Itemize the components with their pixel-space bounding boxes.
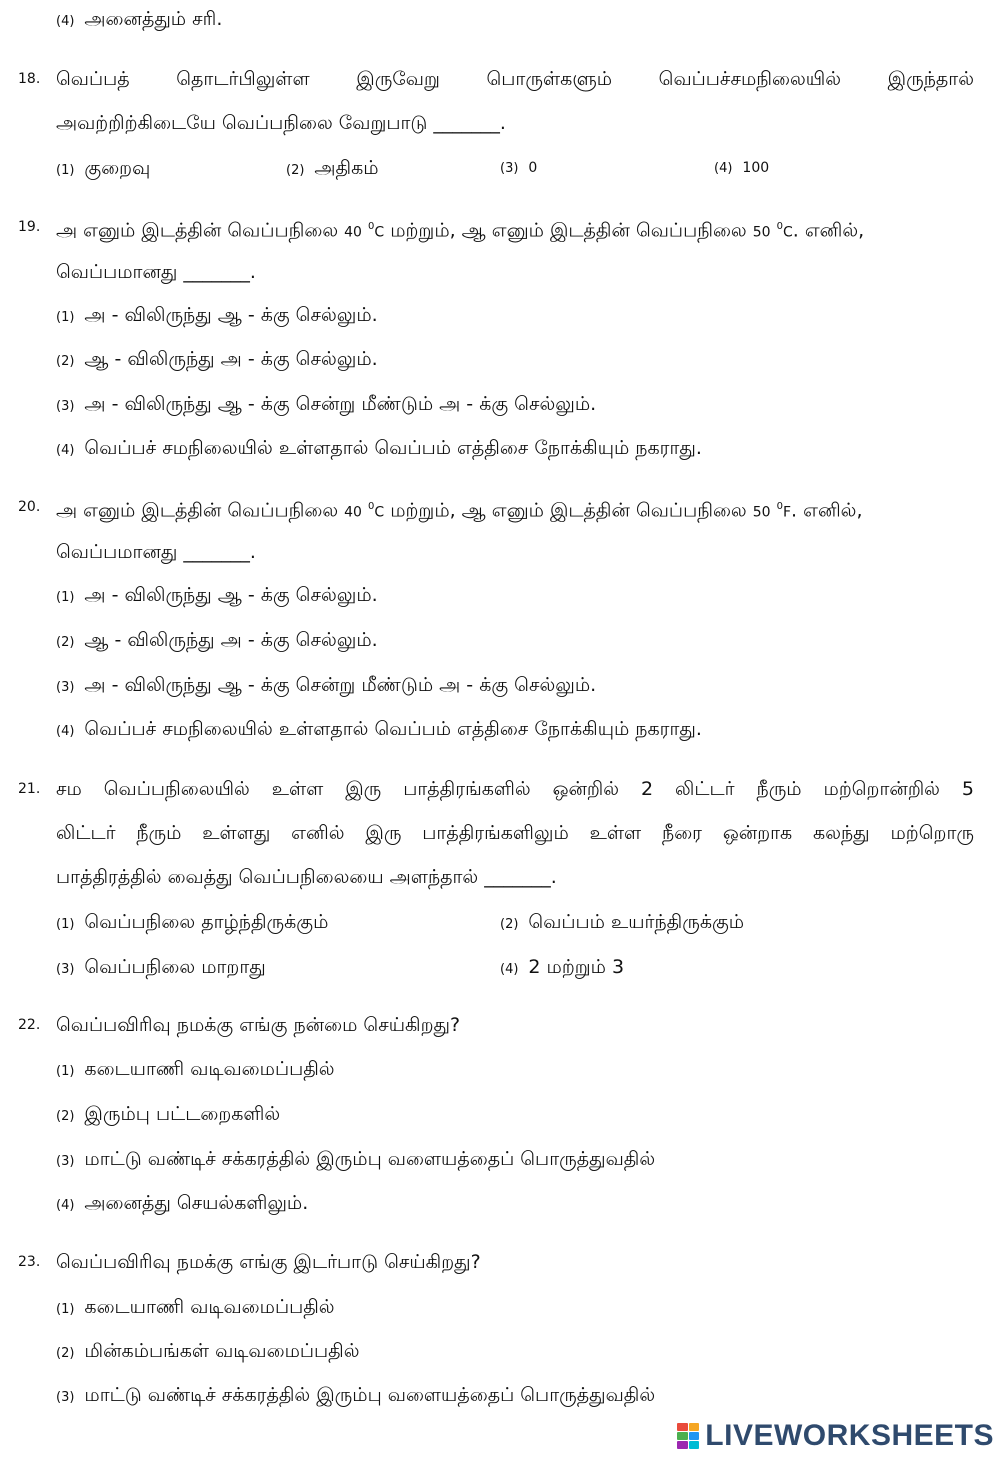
option-label: (4)	[56, 14, 75, 29]
q21-text-line3: பாத்திரத்தில் வைத்து வெப்பநிலையை அளந்தால் _______.	[56, 866, 557, 888]
option-text: மாட்டு வண்டிச் சக்கரத்தில் இரும்பு வளையத்தைப் பொருத்துவதில்	[84, 1148, 656, 1170]
logo-mark-cell	[689, 1432, 700, 1440]
option-text: குறைவு	[84, 157, 151, 179]
option-label: (3)	[56, 1390, 75, 1405]
degree-mark: 0	[776, 221, 783, 232]
option-text: அதிகம்	[314, 157, 379, 179]
q22-option-3	[56, 1146, 655, 1175]
liveworksheets-logo-icon	[677, 1423, 699, 1449]
temperature-unit: C	[782, 224, 793, 241]
q20-text-part: . எனில்,	[791, 499, 863, 522]
option-label: (1)	[56, 1302, 75, 1317]
q21-option-2	[500, 909, 744, 938]
option-label: (1)	[56, 163, 75, 178]
q19-option-2	[56, 346, 378, 375]
option-label: (2)	[56, 1109, 75, 1124]
option-text: வெப்பநிலை தாழ்ந்திருக்கும்	[84, 911, 329, 933]
option-text: 100	[742, 160, 770, 176]
q19-text-part: மற்றும், ஆ எனும் இடத்தின் வெப்பநிலை	[384, 219, 753, 242]
q17-option-4	[56, 6, 222, 35]
option-label: (3)	[56, 962, 75, 977]
q18-option-2	[286, 155, 379, 184]
logo-mark-cell	[689, 1423, 700, 1431]
option-label: (4)	[56, 1198, 75, 1213]
q21-number: 21.	[18, 781, 41, 797]
q21-text-line2: லிட்டர் நீரும் உள்ளது எனில் இரு பாத்திரங்களிலும் உள்ள நீரை ஒன்றாக கலந்து மற்றொரு	[56, 822, 974, 844]
option-label: (4)	[500, 962, 519, 977]
q19-text-line2: வெப்பமானது _______.	[56, 261, 256, 283]
temperature-unit: F	[782, 504, 792, 521]
temperature-value: 40	[344, 504, 362, 521]
logo-text: LIVEWORKSHEETS	[705, 1419, 994, 1452]
option-text: கடையாணி வடிவமைப்பதில்	[84, 1296, 335, 1318]
option-text: வெப்பச் சமநிலையில் உள்ளதால் வெப்பம் எத்திசை நோக்கியும் நகராது.	[84, 718, 702, 740]
q18-option-1	[56, 155, 150, 184]
q19-text-line1	[56, 214, 864, 245]
q19-option-4	[56, 435, 702, 464]
logo-mark-cell	[677, 1441, 688, 1449]
option-label: (3)	[500, 161, 519, 176]
temperature-value: 50	[752, 504, 771, 521]
option-text: இரும்பு பட்டறைகளில்	[84, 1103, 281, 1125]
option-text: அ - விலிருந்து ஆ - க்கு செல்லும்.	[84, 304, 378, 326]
option-label: (4)	[56, 443, 75, 458]
option-label: (1)	[56, 917, 75, 932]
option-label: (1)	[56, 590, 75, 605]
q23-option-3	[56, 1382, 655, 1411]
option-label: (1)	[56, 1064, 75, 1079]
q19-text-part: அ எனும் இடத்தின் வெப்பநிலை	[56, 219, 345, 242]
option-text: ஆ - விலிருந்து அ - க்கு செல்லும்.	[84, 348, 378, 370]
q19-option-3	[56, 391, 596, 420]
q21-text-line1: சம வெப்பநிலையில் உள்ள இரு பாத்திரங்களில் ஒன்றில் 2 லிட்டர் நீரும் மற்றொன்றில் 5	[56, 778, 974, 800]
option-text: 0	[528, 160, 538, 176]
option-text: அனைத்து செயல்களிலும்.	[84, 1192, 309, 1214]
q23-option-2	[56, 1338, 360, 1367]
q21-option-1	[56, 909, 328, 938]
option-text: மின்கம்பங்கள் வடிவமைப்பதில்	[84, 1340, 360, 1362]
q19-number: 19.	[18, 219, 41, 235]
q19-option-1	[56, 302, 378, 331]
q20-text-line1	[56, 494, 863, 525]
option-label: (3)	[56, 1154, 75, 1169]
q20-option-4	[56, 716, 702, 745]
option-label: (2)	[56, 635, 75, 650]
q20-option-1	[56, 582, 378, 611]
option-text: அ - விலிருந்து ஆ - க்கு செல்லும்.	[84, 584, 378, 606]
liveworksheets-logo[interactable]	[677, 1419, 994, 1453]
option-text: 2 மற்றும் 3	[528, 956, 625, 978]
option-text: வெப்பநிலை மாறாது	[84, 956, 266, 978]
q20-text-line2: வெப்பமானது _______.	[56, 541, 256, 563]
option-text: ஆ - விலிருந்து அ - க்கு செல்லும்.	[84, 629, 378, 651]
option-label: (2)	[286, 163, 305, 178]
q23-option-1	[56, 1294, 335, 1323]
option-label: (4)	[56, 724, 75, 739]
q21-option-4	[500, 954, 624, 983]
option-text: மாட்டு வண்டிச் சக்கரத்தில் இரும்பு வளையத்தைப் பொருத்துவதில்	[84, 1384, 656, 1406]
option-label: (2)	[500, 917, 519, 932]
q23-number: 23.	[18, 1254, 41, 1270]
option-label: (2)	[56, 1346, 75, 1361]
q18-option-3	[500, 155, 537, 182]
q21-option-3	[56, 954, 266, 983]
degree-mark: 0	[368, 501, 375, 512]
q23-question: வெப்பவிரிவு நமக்கு எங்கு இடர்பாடு செய்கிறது?	[56, 1251, 481, 1273]
q20-number: 20.	[18, 499, 41, 515]
temperature-unit: C	[374, 224, 385, 241]
q20-text-part: மற்றும், ஆ எனும் இடத்தின் வெப்பநிலை	[384, 499, 753, 522]
q18-number: 18.	[18, 71, 41, 87]
q22-option-2	[56, 1101, 280, 1130]
q19-text-part: . எனில்,	[792, 219, 865, 242]
option-text: வெப்பம் உயர்ந்திருக்கும்	[528, 911, 745, 933]
temperature-unit: C	[374, 504, 385, 521]
degree-mark: 0	[776, 501, 783, 512]
option-label: (1)	[56, 310, 75, 325]
q22-number: 22.	[18, 1017, 41, 1033]
temperature-value: 50	[752, 224, 771, 241]
option-text: கடையாணி வடிவமைப்பதில்	[84, 1058, 335, 1080]
q22-option-4	[56, 1190, 308, 1219]
logo-mark-cell	[677, 1423, 688, 1431]
degree-mark: 0	[368, 221, 375, 232]
option-text: அ - விலிருந்து ஆ - க்கு சென்று மீண்டும் அ - க்கு செல்லும்.	[84, 393, 597, 415]
q20-option-2	[56, 627, 378, 656]
q22-option-1	[56, 1056, 335, 1085]
q18-text-line1: வெப்பத் தொடர்பிலுள்ள இருவேறு பொருள்களும் வெப்பச்சமநிலையில் இருந்தால்	[56, 68, 974, 90]
q18-text-line2: அவற்றிற்கிடையே வெப்பநிலை வேறுபாடு _______.	[56, 112, 506, 134]
option-text: அனைத்தும் சரி.	[84, 8, 223, 30]
q22-question: வெப்பவிரிவு நமக்கு எங்கு நன்மை செய்கிறது?	[56, 1014, 461, 1036]
option-label: (3)	[56, 680, 75, 695]
option-label: (4)	[714, 161, 733, 176]
logo-mark-cell	[677, 1432, 688, 1440]
option-text: வெப்பச் சமநிலையில் உள்ளதால் வெப்பம் எத்திசை நோக்கியும் நகராது.	[84, 437, 702, 459]
option-text: அ - விலிருந்து ஆ - க்கு சென்று மீண்டும் அ - க்கு செல்லும்.	[84, 674, 597, 696]
logo-mark-cell	[689, 1441, 700, 1449]
q20-text-part: அ எனும் இடத்தின் வெப்பநிலை	[56, 499, 345, 522]
temperature-value: 40	[344, 224, 362, 241]
q18-option-4	[714, 155, 769, 182]
q20-option-3	[56, 672, 596, 701]
option-label: (2)	[56, 354, 75, 369]
option-label: (3)	[56, 399, 75, 414]
